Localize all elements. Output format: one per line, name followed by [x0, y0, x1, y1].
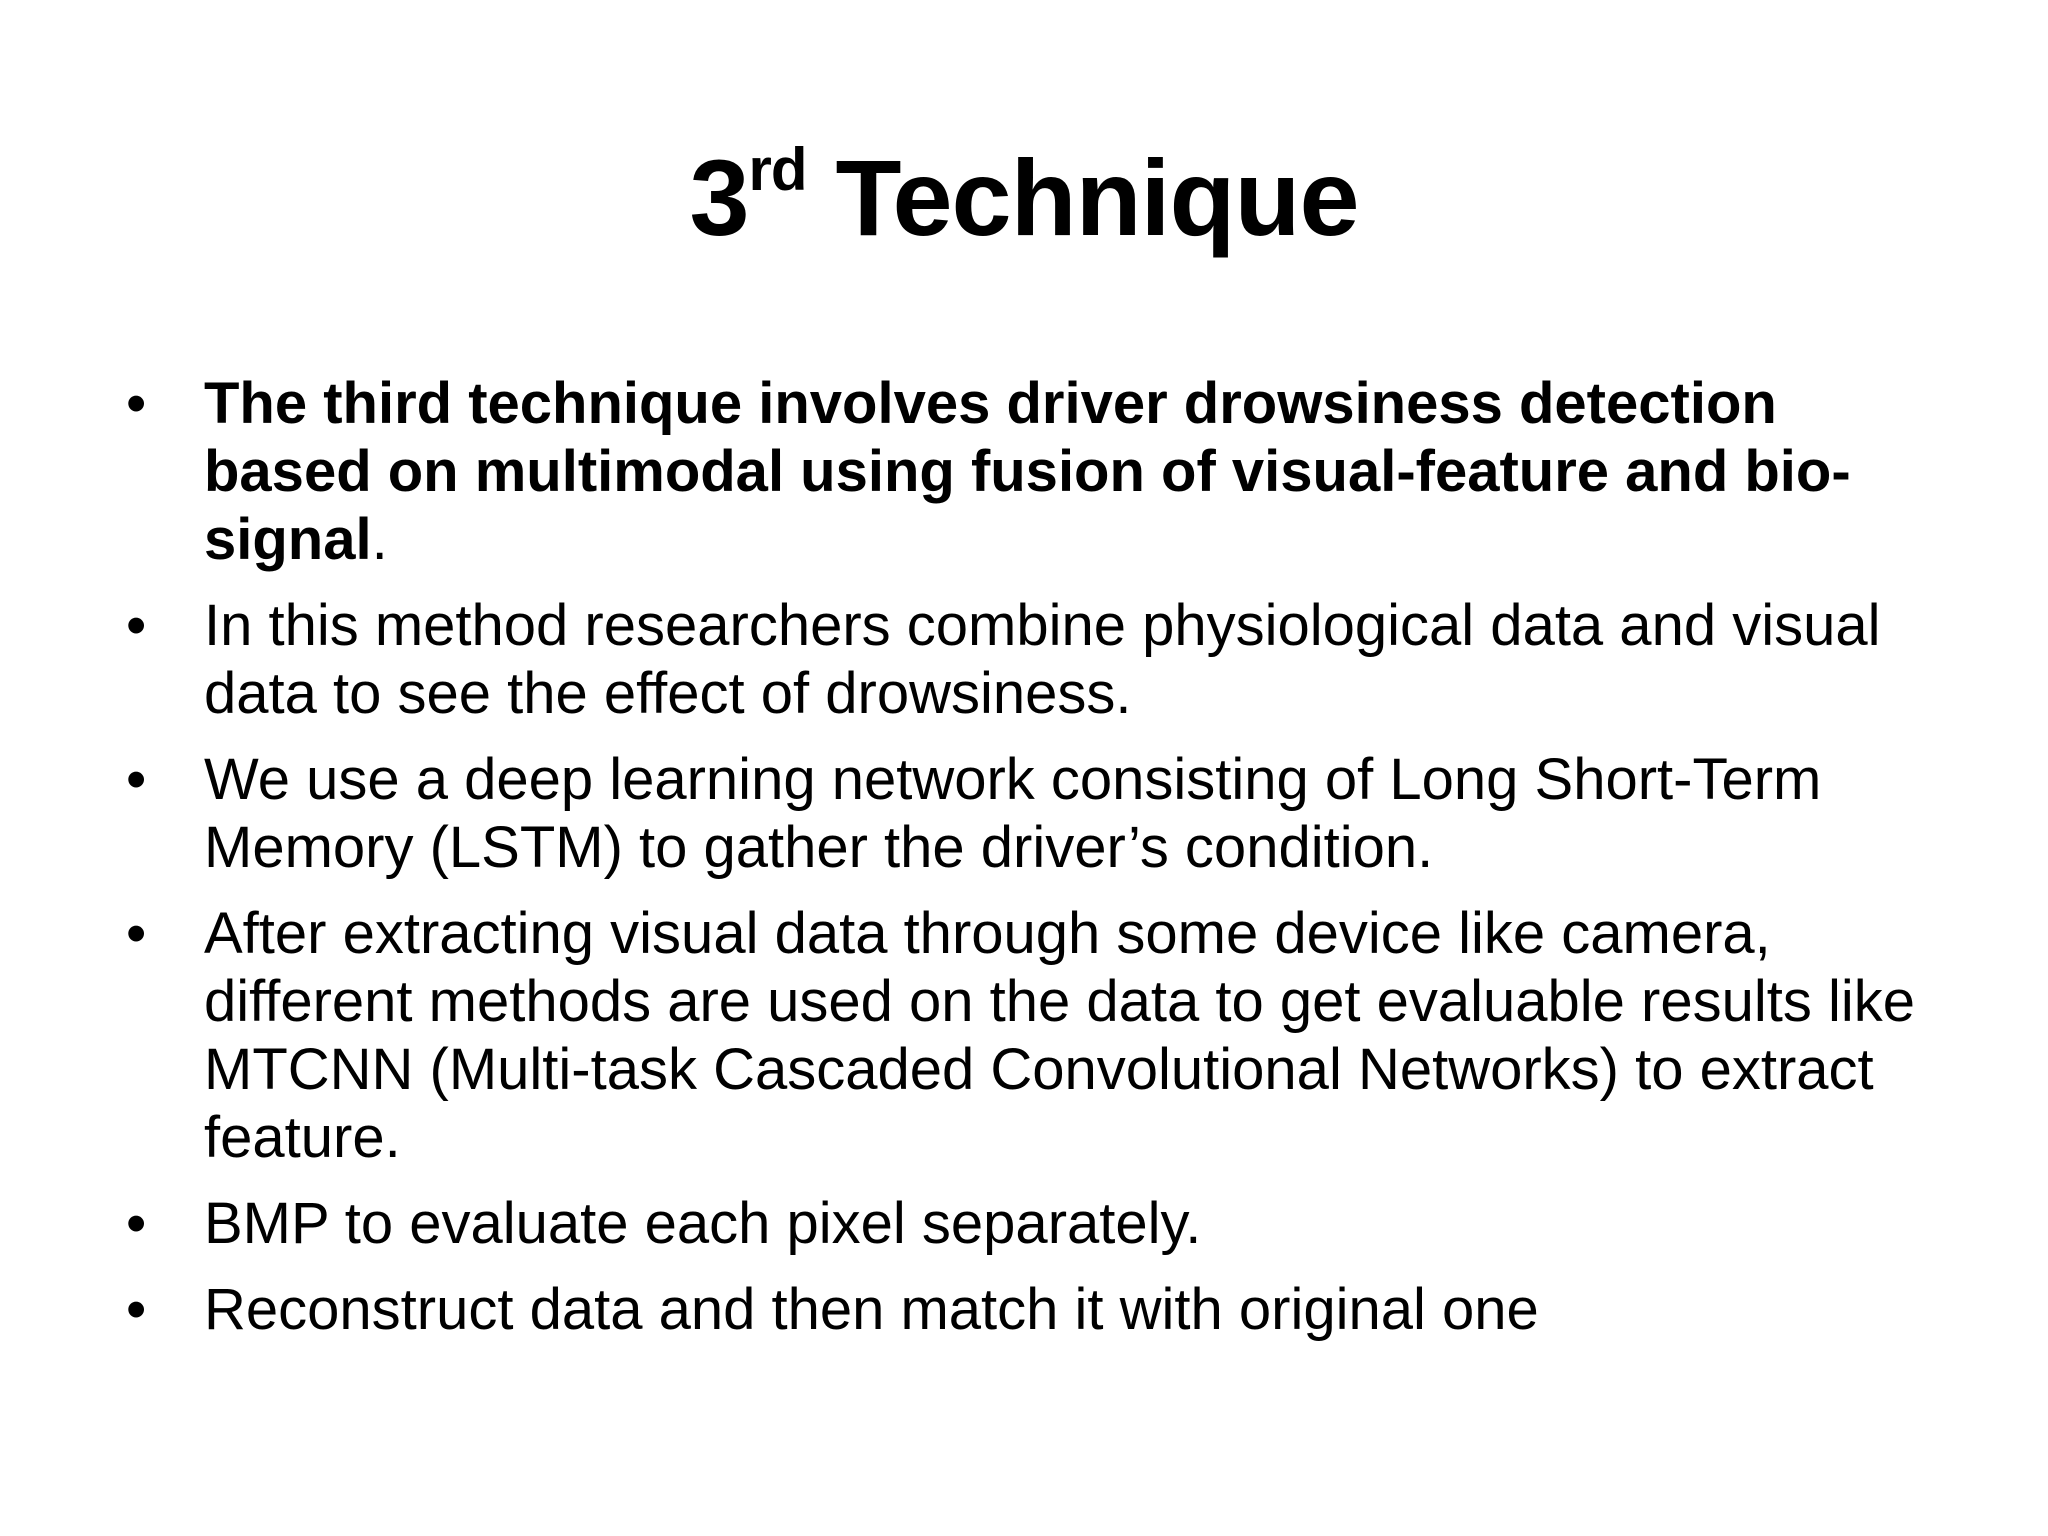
bullet-text: In this method researchers combine physiological data and visual data to see the effect of drowsiness. [204, 593, 1881, 726]
bullet-item [118, 1190, 1958, 1258]
bullet-item [118, 746, 1958, 882]
bullet-list [118, 370, 1958, 1362]
bullet-item [118, 1276, 1958, 1344]
title-superscript: rd [748, 136, 807, 203]
bullet-text: BMP to evaluate each pixel separately. [204, 1191, 1202, 1256]
bullet-text: Reconstruct data and then match it with original one [204, 1277, 1539, 1342]
bullet-item [118, 370, 1958, 574]
bullet-dot-icon: • [126, 1191, 147, 1256]
bullet-dot-icon: • [126, 1277, 147, 1342]
bullet-dot-icon: • [126, 747, 147, 812]
bullet-bold-text: The third technique involves driver drowsiness detection based on multimodal using fusion of visual-feature and bio-signal [204, 371, 1851, 572]
bullet-item [118, 900, 1958, 1172]
title-word: Technique [806, 137, 1359, 258]
bullet-dot-icon: • [126, 901, 147, 966]
title-number: 3 [689, 137, 749, 258]
bullet-text: We use a deep learning network consisting of Long Short-Term Memory (LSTM) to gather the driver’s condition. [204, 747, 1822, 880]
slide-title [0, 128, 2048, 268]
bullet-item [118, 592, 1958, 728]
bullet-text: . [371, 507, 388, 572]
bullet-dot-icon: • [126, 593, 147, 658]
bullet-dot-icon: • [126, 371, 147, 436]
bullet-text: After extracting visual data through some device like camera, different methods are used on the data to get evaluable results like MTCNN (Multi-task Cascaded Convolutional Networks) to extract feature. [204, 901, 1916, 1170]
